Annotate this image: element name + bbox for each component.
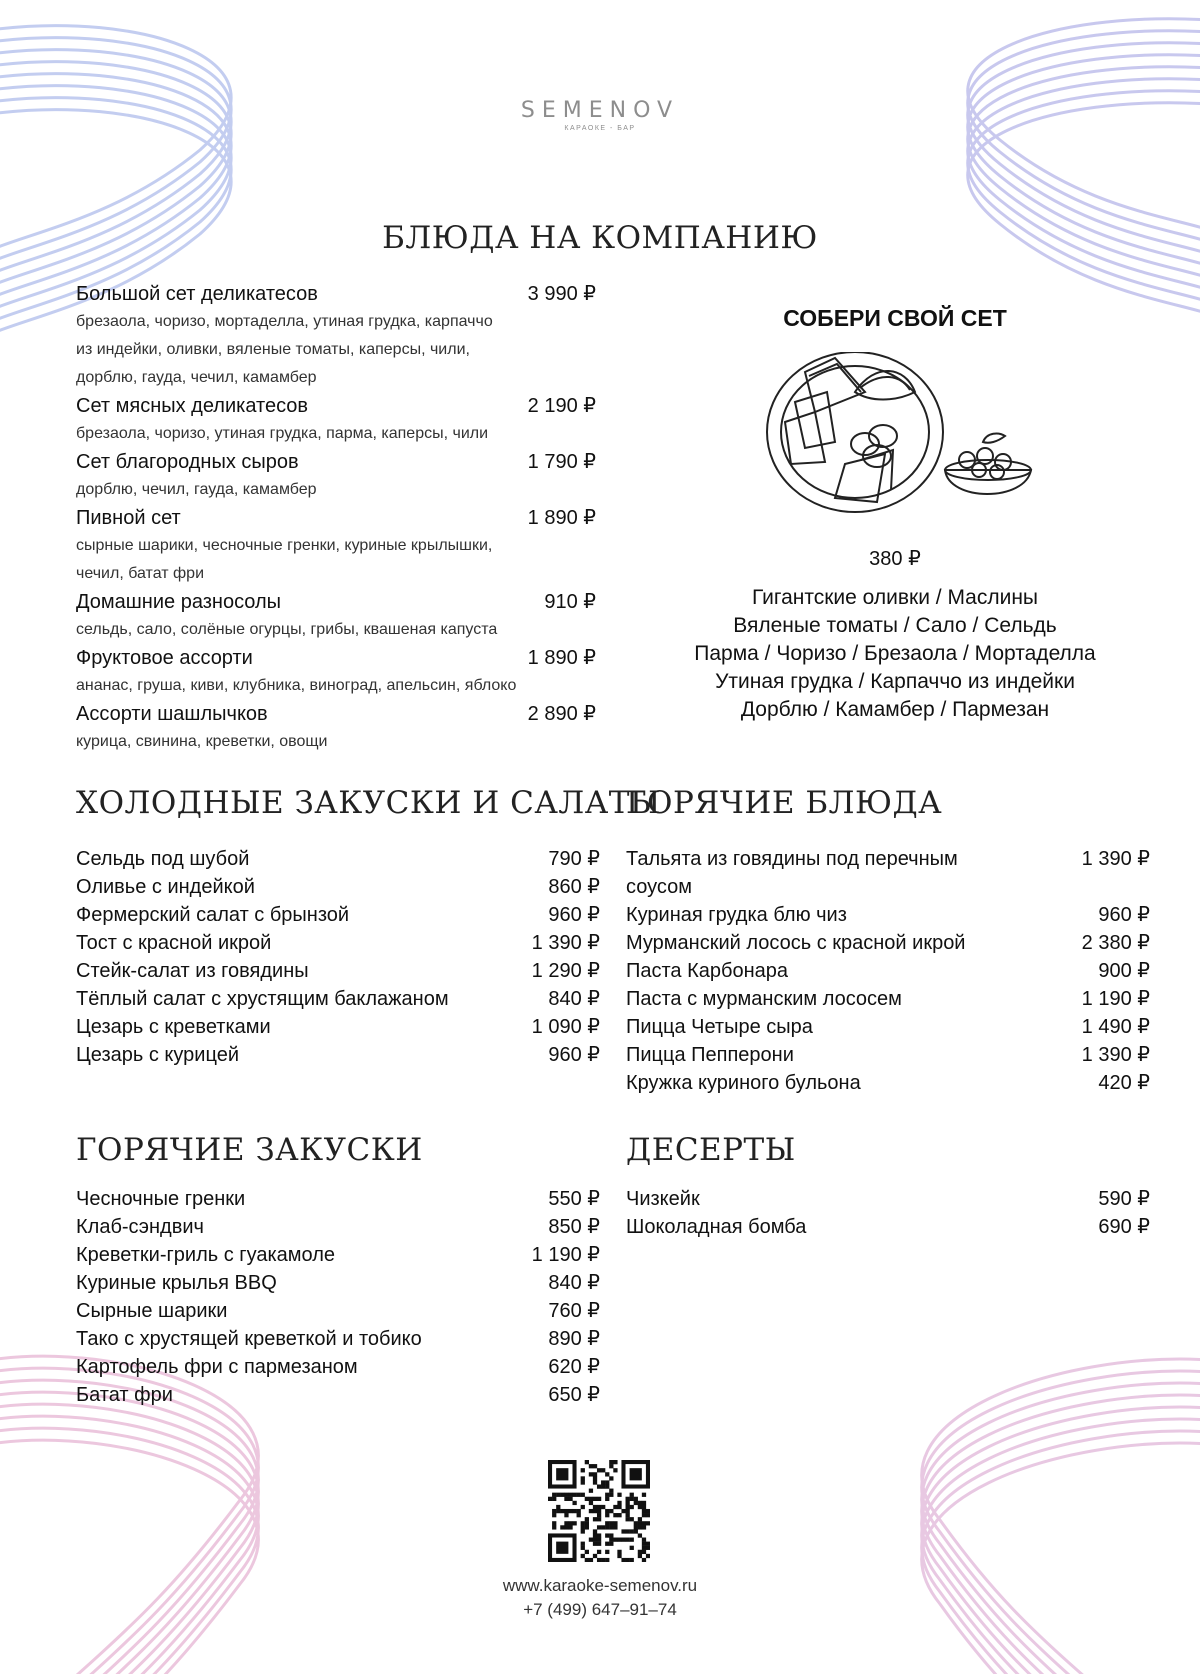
menu-item — [626, 1041, 1150, 1069]
menu-item — [76, 1185, 600, 1213]
menu-item — [626, 1069, 1150, 1097]
menu-item-name: Тальята из говядины под перечным соусом — [626, 848, 958, 898]
menu-item — [626, 957, 1150, 985]
menu-item-price: 1 390 ₽ — [531, 932, 600, 954]
menu-item-description: сельдь, сало, солёные огурцы, грибы, квашеная капуста — [76, 621, 498, 638]
menu-item-description: брезаола, чоризо, мортаделла, утиная грудка, карпаччо — [76, 313, 493, 330]
brand-name: SEMENOV — [520, 98, 680, 123]
menu-item — [76, 504, 596, 532]
menu-item-price: 790 ₽ — [548, 848, 600, 870]
website-link[interactable]: www.karaoke-semenov.ru — [502, 1576, 698, 1595]
menu-item-price: 620 ₽ — [548, 1356, 600, 1378]
menu-item-price: 760 ₽ — [548, 1300, 600, 1322]
custom-set-option: Гигантские оливки / Маслины — [751, 586, 1039, 609]
menu-item-name: Мурманский лосось с красной икрой — [626, 932, 966, 954]
menu-item-price: 840 ₽ — [548, 988, 600, 1010]
menu-item-price: 420 ₽ — [1098, 1072, 1150, 1094]
menu-item-name: Кружка куриного бульона — [626, 1072, 861, 1094]
menu-item-price: 590 ₽ — [1098, 1188, 1150, 1210]
menu-item — [76, 1381, 600, 1409]
menu-item — [76, 929, 600, 957]
menu-item-price: 1 390 ₽ — [1081, 848, 1150, 870]
menu-item-price: 2 890 ₽ — [527, 703, 596, 725]
menu-item — [76, 588, 596, 616]
menu-item-name: Чизкейк — [626, 1188, 700, 1210]
menu-item-name: Куриная грудка блю чиз — [626, 904, 847, 926]
menu-item-price: 1 790 ₽ — [527, 451, 596, 473]
menu-item — [76, 901, 600, 929]
menu-item-name: Картофель фри с пармезаном — [76, 1356, 358, 1378]
wave-bottom-right — [922, 1359, 1200, 1674]
menu-item-name: Куриные крылья BBQ — [76, 1272, 277, 1294]
menu-item-price: 960 ₽ — [548, 1044, 600, 1066]
menu-item-description: дорблю, чечил, гауда, камамбер — [76, 481, 317, 498]
menu-item-price: 650 ₽ — [548, 1384, 600, 1406]
menu-item — [626, 1213, 1150, 1241]
menu-item-price: 960 ₽ — [548, 904, 600, 926]
menu-item — [626, 1185, 1150, 1213]
menu-item-name: Тёплый салат с хрустящим баклажаном — [76, 988, 449, 1010]
menu-item — [76, 1269, 600, 1297]
section-title-hot-dishes: ГОРЯЧИЕ БЛЮДА — [626, 785, 943, 821]
section-title-cold: ХОЛОДНЫЕ ЗАКУСКИ И САЛАТЫ — [76, 785, 661, 821]
menu-item-price: 1 190 ₽ — [1081, 988, 1150, 1010]
menu-item — [76, 280, 596, 308]
menu-item-description: брезаола, чоризо, утиная грудка, парма, каперсы, чили — [76, 425, 489, 442]
menu-item-price: 910 ₽ — [544, 591, 596, 613]
menu-item — [76, 1241, 600, 1269]
menu-item — [76, 845, 600, 873]
menu-item-name: Фруктовое ассорти — [76, 647, 253, 669]
menu-item-price: 900 ₽ — [1098, 960, 1150, 982]
menu-item-name: Тост с красной икрой — [76, 932, 272, 954]
menu-item-name: Ассорти шашлычков — [76, 703, 268, 725]
menu-item-price: 2 380 ₽ — [1081, 932, 1150, 954]
menu-item-name: Паста с мурманским лососем — [626, 988, 902, 1010]
menu-item-name: Большой сет деликатесов — [76, 283, 318, 305]
hot-dishes-menu-list — [626, 845, 1150, 1097]
menu-item — [76, 1297, 600, 1325]
menu-item-description: ананас, груша, киви, клубника, виноград, апельсин, яблоко — [76, 677, 517, 694]
menu-item — [76, 392, 596, 420]
menu-item — [76, 1353, 600, 1381]
menu-item-name: Сельдь под шубой — [76, 848, 250, 870]
custom-set-option: Парма / Чоризо / Брезаола / Мортаделла — [694, 642, 1096, 665]
menu-item-price: 890 ₽ — [548, 1328, 600, 1350]
menu-item — [76, 448, 596, 476]
qr-code[interactable] — [548, 1460, 650, 1562]
custom-set-option: Утиная грудка / Карпаччо из индейки — [715, 670, 1075, 693]
cold-menu-list — [76, 845, 600, 1069]
menu-item-name: Паста Карбонара — [626, 960, 789, 982]
menu-item — [76, 1325, 600, 1353]
custom-set-price: 380 ₽ — [869, 548, 921, 570]
menu-item-price: 1 890 ₽ — [527, 507, 596, 529]
menu-item-name: Шоколадная бомба — [626, 1216, 807, 1238]
menu-item-description: дорблю, гауда, чечил, камамбер — [76, 369, 317, 386]
custom-set-title: СОБЕРИ СВОЙ СЕТ — [783, 305, 1007, 331]
section-title-desserts: ДЕСЕРТЫ — [626, 1132, 796, 1168]
menu-item-name: Сет мясных деликатесов — [76, 395, 309, 417]
menu-item — [626, 929, 1150, 957]
menu-item-price: 550 ₽ — [548, 1188, 600, 1210]
menu-item-name: Пицца Четыре сыра — [626, 1016, 813, 1038]
sharing-menu-list — [76, 280, 596, 756]
menu-item-name: Сет благородных сыров — [76, 451, 299, 473]
menu-item-price: 860 ₽ — [548, 876, 600, 898]
menu-item-price: 1 390 ₽ — [1081, 1044, 1150, 1066]
menu-item-name: Креветки-гриль с гуакамоле — [76, 1244, 336, 1266]
menu-item — [626, 901, 1150, 929]
menu-item — [76, 1013, 600, 1041]
custom-set-option: Вяленые томаты / Сало / Сельдь — [733, 614, 1057, 637]
footer-contacts — [0, 1574, 1200, 1622]
menu-item — [76, 873, 600, 901]
menu-item-price: 1 190 ₽ — [531, 1244, 600, 1266]
menu-item-price: 1 290 ₽ — [531, 960, 600, 982]
section-title-hot-snacks: ГОРЯЧИЕ ЗАКУСКИ — [76, 1132, 423, 1168]
menu-item-description: курица, свинина, креветки, овощи — [76, 733, 328, 750]
wave-top-right — [968, 19, 1200, 314]
menu-item-price: 850 ₽ — [548, 1216, 600, 1238]
menu-item — [626, 845, 1150, 901]
menu-item-price: 2 190 ₽ — [527, 395, 596, 417]
menu-item-name: Сырные шарики — [76, 1300, 228, 1322]
menu-item — [76, 985, 600, 1013]
menu-item — [626, 1013, 1150, 1041]
custom-set-option: Дорблю / Камамбер / Пармезан — [740, 698, 1050, 721]
menu-item — [76, 644, 596, 672]
menu-item-name: Оливье с индейкой — [76, 876, 255, 898]
menu-item-name: Стейк-салат из говядины — [76, 960, 309, 982]
menu-item-name: Тако с хрустящей креветкой и тобико — [76, 1328, 422, 1350]
hot-snacks-menu-list — [76, 1185, 600, 1409]
platter-illustration — [765, 352, 1065, 528]
menu-item-description: чечил, батат фри — [76, 565, 205, 582]
menu-item-price: 1 090 ₽ — [531, 1016, 600, 1038]
custom-set-options — [640, 584, 1150, 724]
menu-item-price: 3 990 ₽ — [527, 283, 596, 305]
brand-subtitle: КАРАОКЕ - БАР — [564, 125, 636, 132]
menu-item — [626, 985, 1150, 1013]
menu-item-name: Цезарь с креветками — [76, 1016, 271, 1038]
menu-item-name: Домашние разносолы — [76, 591, 282, 613]
menu-item-description: сырные шарики, чесночные гренки, куриные крылышки, — [76, 537, 493, 554]
menu-item-description: из индейки, оливки, вяленые томаты, каперсы, чили, — [76, 341, 470, 358]
menu-item — [76, 1213, 600, 1241]
menu-item-price: 960 ₽ — [1098, 904, 1150, 926]
menu-item-price: 840 ₽ — [548, 1272, 600, 1294]
menu-item-price: 1 490 ₽ — [1081, 1016, 1150, 1038]
menu-item — [76, 700, 596, 728]
phone-number: +7 (499) 647–91–74 — [523, 1600, 677, 1619]
menu-item-name: Цезарь с курицей — [76, 1044, 239, 1066]
menu-item-name: Клаб-сэндвич — [76, 1216, 204, 1238]
menu-item-price: 1 890 ₽ — [527, 647, 596, 669]
brand-logo — [0, 98, 1200, 132]
menu-item-name: Фермерский салат с брынзой — [76, 904, 350, 926]
menu-item — [76, 1041, 600, 1069]
menu-item-name: Батат фри — [76, 1384, 173, 1406]
menu-item-price: 690 ₽ — [1098, 1216, 1150, 1238]
menu-item-name: Пивной сет — [76, 507, 181, 529]
section-title-sharing: БЛЮДА НА КОМПАНИЮ — [382, 220, 818, 256]
desserts-menu-list — [626, 1185, 1150, 1241]
menu-item-name: Чесночные гренки — [76, 1188, 246, 1210]
menu-item — [76, 957, 600, 985]
menu-item-name: Пицца Пепперони — [626, 1044, 794, 1066]
